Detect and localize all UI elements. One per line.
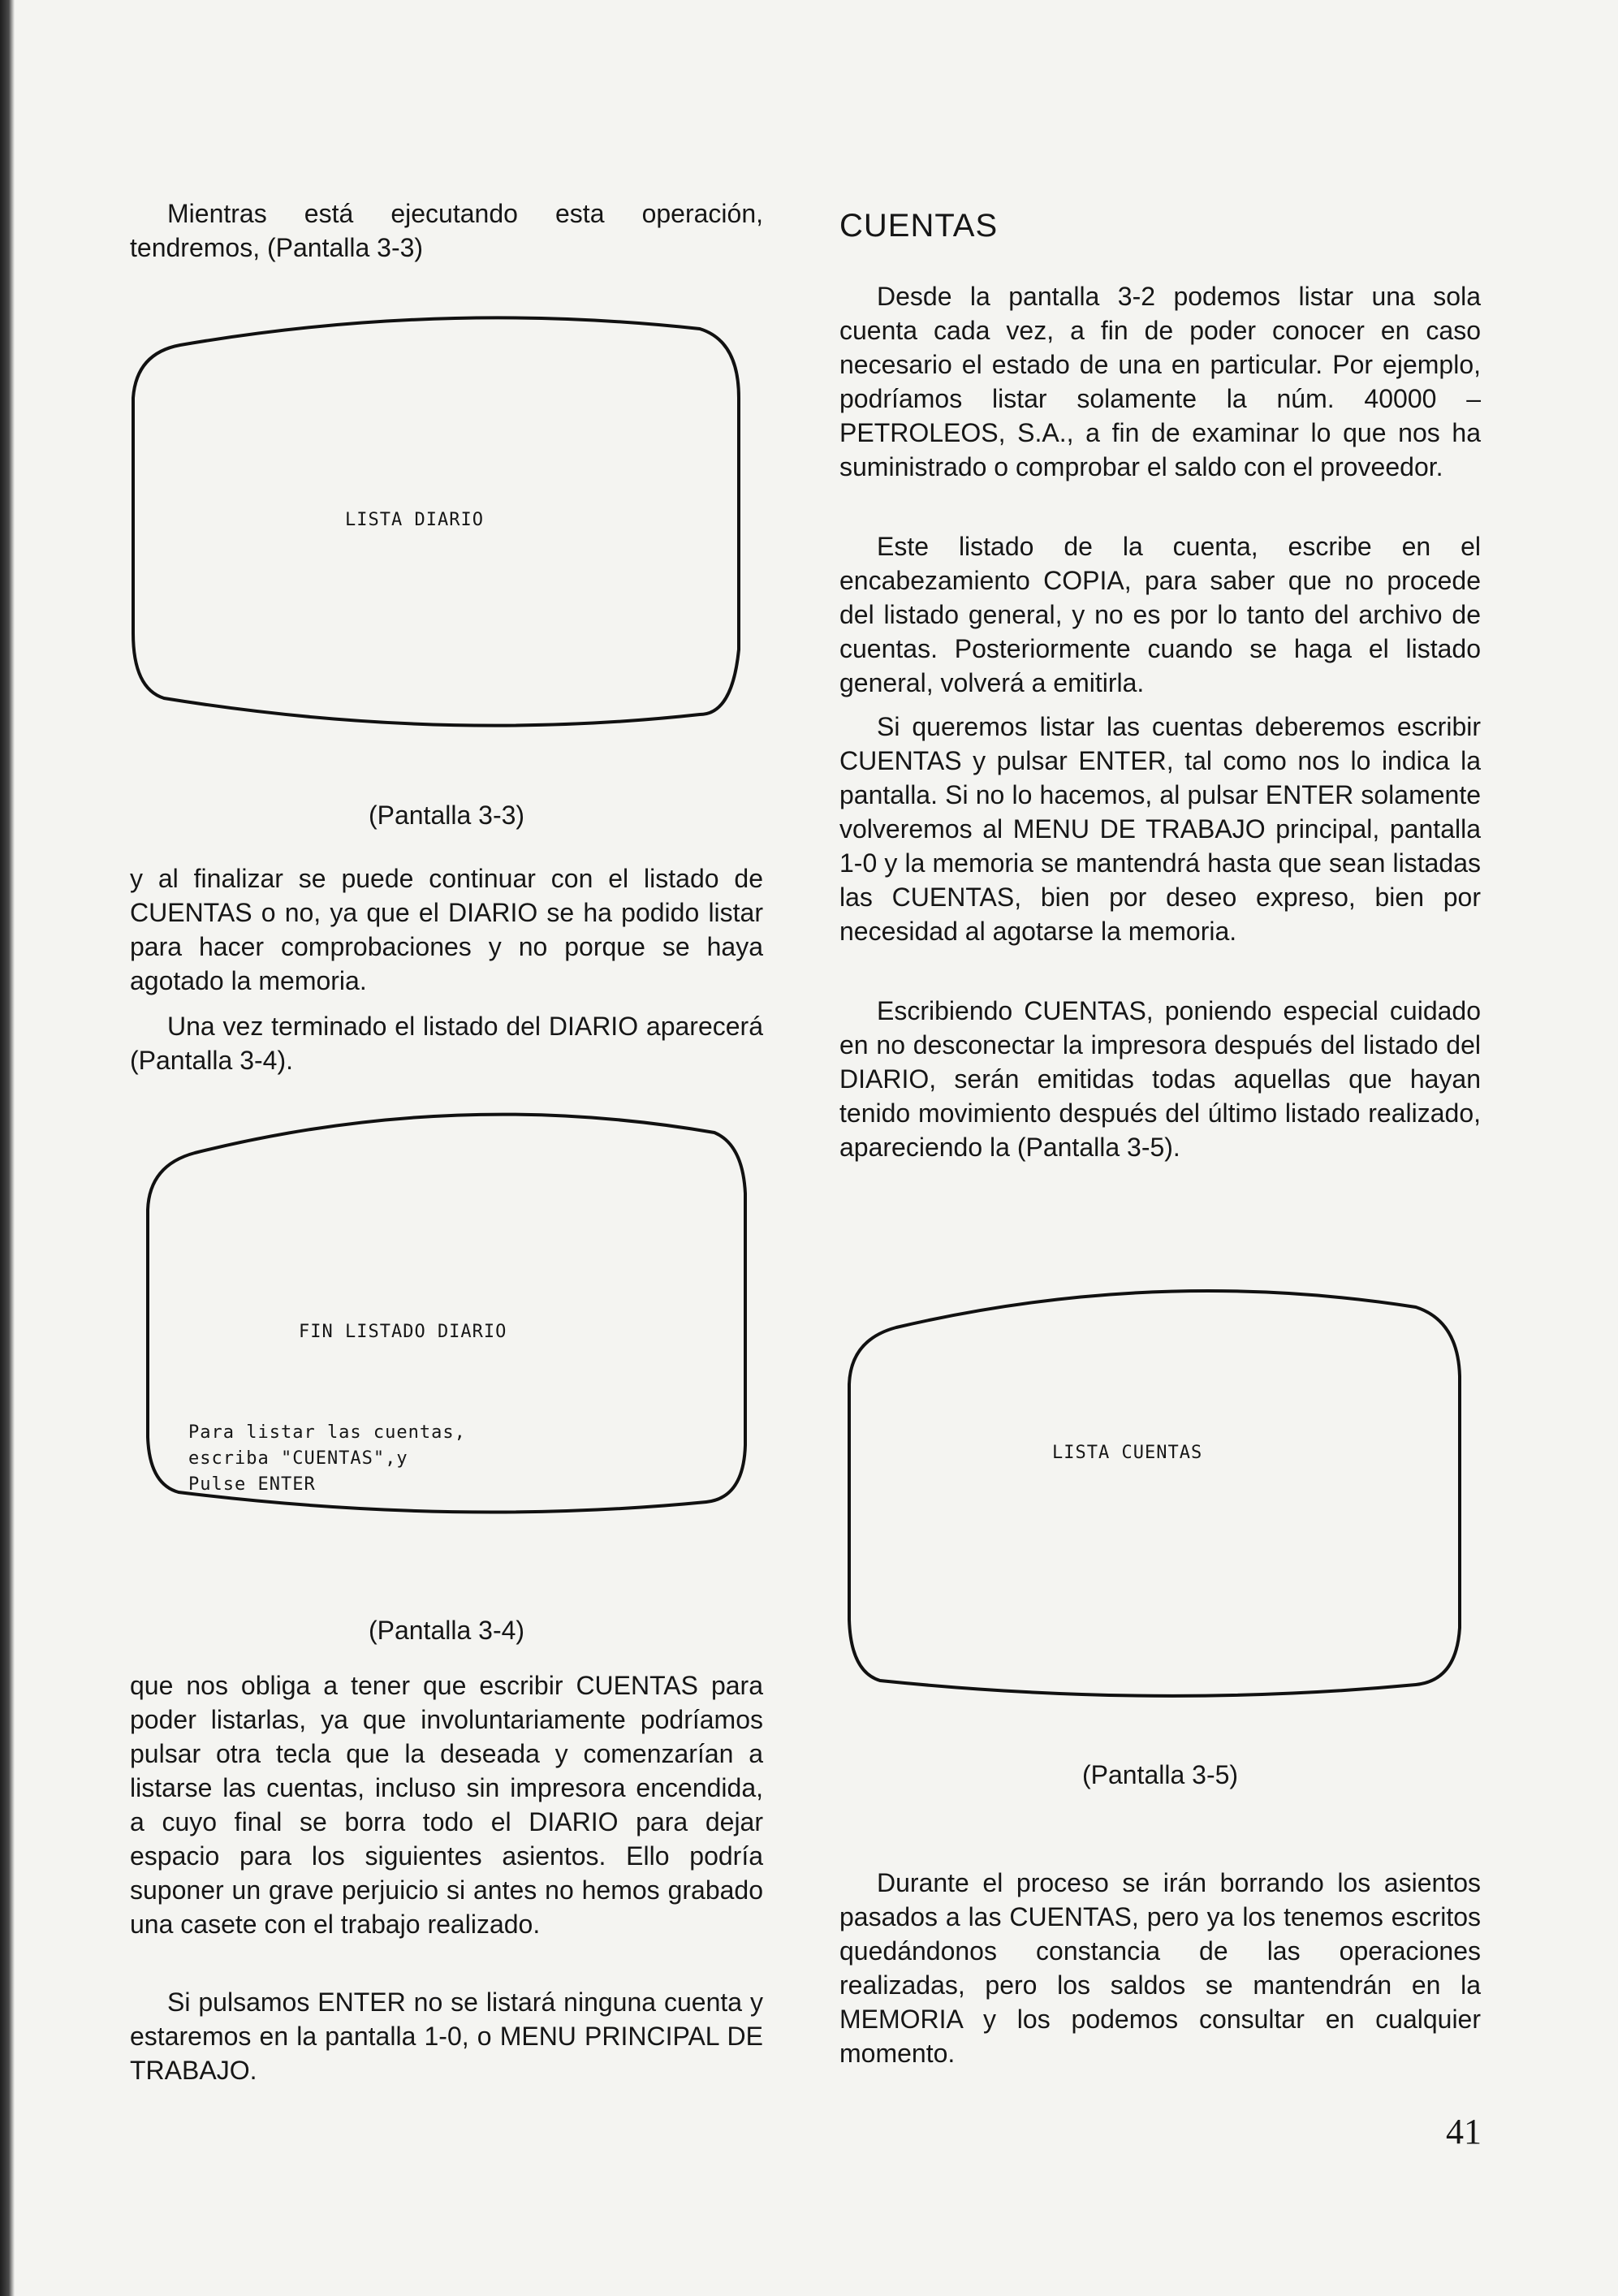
screen-text-line: FIN LISTADO DIARIO [299, 1322, 507, 1342]
paragraph: que nos obliga a tener que escribir CUENTAS para poder listarlas, ya que involuntariamente podríamos pulsar otra tecla que la deseada y comenzarían a listarse las cuentas, incluso sin impresora encendida, a cuyo final se borra todo el DIARIO para dejar espacio para los siguientes asientos. Ello podría suponer un grave perjuicio si antes no hemos grabado una casete con el trabajo realizado. [130, 1671, 763, 1939]
section-heading: CUENTAS [839, 208, 999, 244]
figure-caption: (Pantalla 3-3) [368, 801, 525, 830]
paragraph: Si pulsamos ENTER no se listará ninguna cuenta y estaremos en la pantalla 1-0, o MENU PRINCIPAL DE TRABAJO. [130, 1987, 763, 2085]
paragraph: Desde la pantalla 3-2 podemos listar una sola cuenta cada vez, a fin de poder conocer en caso necesario el estado de una en particular. Por ejemplo, podríamos listar solamente la núm. 40000 – PETROLEOS, S.A., a fin de examinar lo que nos ha suministrado o comprobar el saldo con el proveedor. [839, 282, 1481, 481]
screen-text-line: LISTA DIARIO [345, 510, 484, 530]
paragraph: Durante el proceso se irán borrando los asientos pasados a las CUENTAS, pero ya los tenemos escritos quedándonos constancia de las operaciones realizadas, pero los saldos se mantendrán en la MEMORIA y los podemos consultar en cualquier momento. [839, 1868, 1481, 2068]
paragraph: y al finalizar se puede continuar con el listado de CUENTAS o no, ya que el DIARIO se ha podido listar para hacer comprobaciones y no porque se haya agotado la memoria. [130, 864, 763, 995]
figure-caption: (Pantalla 3-5) [1081, 1760, 1239, 1789]
book-spine-shadow [0, 0, 15, 2296]
screen-text-line: LISTA CUENTAS [1052, 1443, 1203, 1463]
screen-text-line: Pulse ENTER [188, 1474, 316, 1495]
paragraph: Mientras está ejecutando esta operación, tendremos, (Pantalla 3-3) [130, 199, 763, 262]
paragraph: Una vez terminado el listado del DIARIO aparecerá (Pantalla 3-4). [130, 1012, 763, 1075]
page-number: 41 [1446, 2112, 1482, 2151]
paragraph: Escribiendo CUENTAS, poniendo especial cuidado en no desconectar la impresora después del listado del DIARIO, serán emitidas todas aquellas que hayan tenido movimiento después del último listado realizado, apareciendo la (Pantalla 3-5). [839, 996, 1481, 1162]
screen-text-line: escriba "CUENTAS",y [188, 1448, 408, 1469]
paragraph: Si queremos listar las cuentas deberemos escribir CUENTAS y pulsar ENTER, tal como nos lo indica la pantalla. Si no lo hacemos, al pulsar ENTER solamente volveremos al MENU DE TRABAJO principal, pantalla 1-0 y la memoria se mantendrá hasta que sean listadas las CUENTAS, bien por deseo expreso, bien por necesidad al agotarse la memoria. [839, 712, 1481, 946]
screen-text-line: Para listar las cuentas, [188, 1422, 466, 1443]
screen-frame-3-5 [848, 1271, 1465, 1709]
figure-caption: (Pantalla 3-4) [368, 1616, 525, 1645]
paragraph: Este listado de la cuenta, escribe en el encabezamiento COPIA, para saber que no procede del listado general, y no es por lo tanto del archivo de cuentas. Posteriormente cuando se haga el listado general, volverá a emitirla. [839, 532, 1481, 697]
